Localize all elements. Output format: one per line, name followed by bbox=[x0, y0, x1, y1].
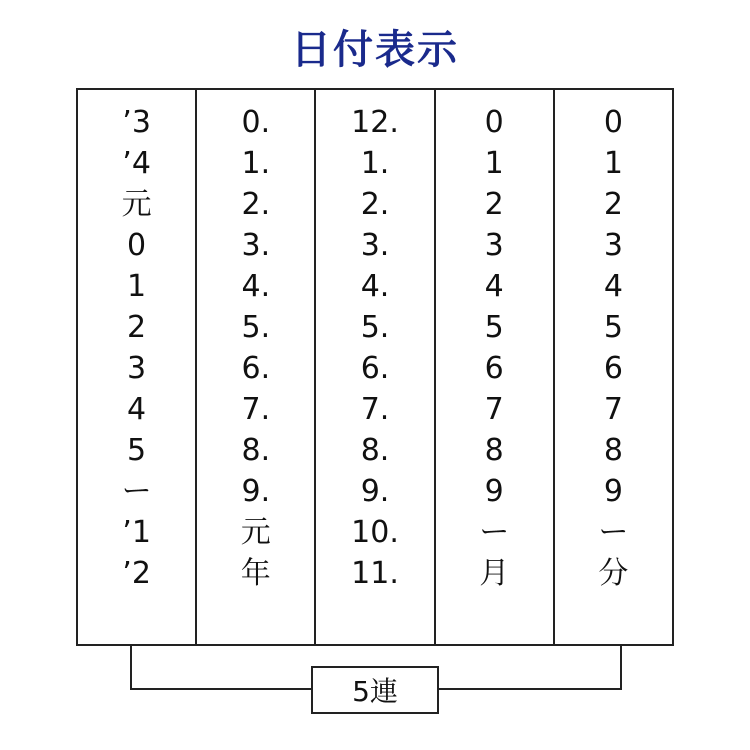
column-cell: 2 bbox=[127, 310, 147, 345]
column-cell: 9. bbox=[360, 474, 390, 509]
column-cell: 9. bbox=[241, 474, 271, 509]
bracket-label: 5連 bbox=[352, 675, 398, 708]
column-cell: 9 bbox=[484, 474, 504, 509]
column-cell: 0. bbox=[241, 105, 271, 140]
column-cell: 5. bbox=[360, 310, 390, 345]
column-cell: ’4 bbox=[122, 146, 151, 181]
day-tens-column bbox=[436, 90, 555, 644]
column-cell: 7 bbox=[484, 392, 504, 427]
column-cell: 12. bbox=[351, 105, 399, 140]
column-cell: 分 bbox=[598, 556, 629, 591]
year-column bbox=[197, 90, 316, 644]
column-cell: 6. bbox=[360, 351, 390, 386]
column-cell: 4 bbox=[127, 392, 147, 427]
column-cell: ’3 bbox=[122, 105, 151, 140]
column-cell: 2 bbox=[484, 187, 504, 222]
column-cell: 3. bbox=[241, 228, 271, 263]
column-cell: ’2 bbox=[122, 556, 151, 591]
column-cell: ー bbox=[121, 474, 152, 509]
page-title: 日付表示 bbox=[291, 27, 459, 73]
column-cell: 1. bbox=[360, 146, 390, 181]
column-cell: 年 bbox=[240, 556, 271, 591]
day-ones-column bbox=[555, 90, 672, 644]
column-cell: 0 bbox=[484, 105, 504, 140]
column-cell: 9 bbox=[603, 474, 623, 509]
bracket-left-tick bbox=[130, 646, 132, 690]
column-cell: 6 bbox=[484, 351, 504, 386]
column-cell: 1 bbox=[484, 146, 504, 181]
column-cell: 0 bbox=[603, 105, 623, 140]
month-number-column bbox=[316, 90, 435, 644]
column-cell: 1 bbox=[603, 146, 623, 181]
column-cell: 1 bbox=[127, 269, 147, 304]
bracket-label-box bbox=[311, 666, 439, 714]
column-cell: 7 bbox=[603, 392, 623, 427]
column-cell: 5 bbox=[603, 310, 623, 345]
column-cell: 5 bbox=[484, 310, 504, 345]
column-cell: 3. bbox=[360, 228, 390, 263]
column-cell: 8 bbox=[603, 433, 623, 468]
date-band bbox=[76, 88, 674, 646]
column-cell: 5. bbox=[241, 310, 271, 345]
column-cell: 2. bbox=[241, 187, 271, 222]
column-cell: 0 bbox=[127, 228, 147, 263]
column-cell: 1. bbox=[241, 146, 271, 181]
column-cell: 3 bbox=[127, 351, 147, 386]
column-cell: 4 bbox=[603, 269, 623, 304]
era-year-column bbox=[78, 90, 197, 644]
column-cell: 8. bbox=[360, 433, 390, 468]
column-cell: 6 bbox=[603, 351, 623, 386]
column-cell: ー bbox=[598, 515, 629, 550]
column-cell: 4 bbox=[484, 269, 504, 304]
column-cell: 7. bbox=[360, 392, 390, 427]
column-cell: 7. bbox=[241, 392, 271, 427]
bracket-right-tick bbox=[620, 646, 622, 690]
column-cell: 4. bbox=[241, 269, 271, 304]
column-cell: ’1 bbox=[122, 515, 151, 550]
column-cell: 2 bbox=[603, 187, 623, 222]
column-cell: 4. bbox=[360, 269, 390, 304]
column-cell: 3 bbox=[484, 228, 504, 263]
column-cell: 8. bbox=[241, 433, 271, 468]
column-cell: 6. bbox=[241, 351, 271, 386]
column-cell: 3 bbox=[603, 228, 623, 263]
column-cell: 2. bbox=[360, 187, 390, 222]
column-cell: 元 bbox=[121, 187, 152, 222]
column-cell: 5 bbox=[127, 433, 147, 468]
column-cell: 元 bbox=[240, 515, 271, 550]
column-cell: 月 bbox=[479, 556, 510, 591]
column-cell: 10. bbox=[351, 515, 399, 550]
column-cell: ー bbox=[479, 515, 510, 550]
column-cell: 11. bbox=[351, 556, 399, 591]
column-cell: 8 bbox=[484, 433, 504, 468]
